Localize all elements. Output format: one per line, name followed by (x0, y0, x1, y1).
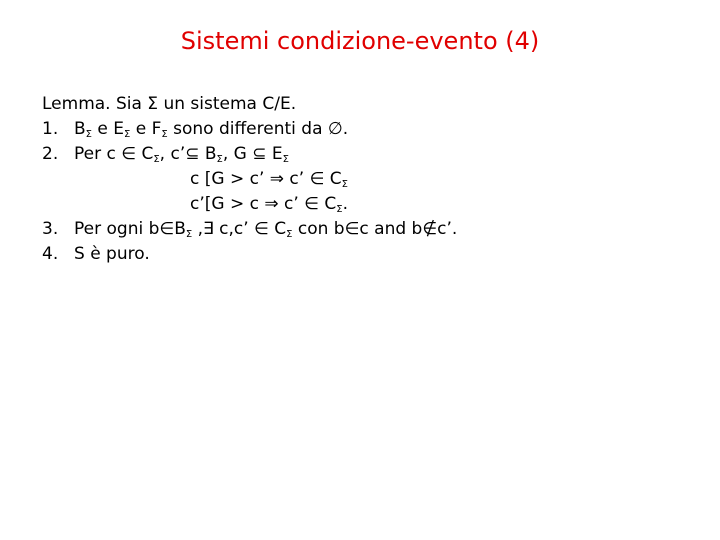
lemma-line: Lemma. Sia Σ un sistema C/E. (42, 94, 297, 114)
item-number: 3. (42, 219, 59, 239)
item-number: 1. (42, 119, 59, 139)
list-item (42, 142, 702, 167)
item-text: e F (130, 119, 162, 139)
subscript: Σ (85, 129, 92, 140)
subscript: Σ (161, 129, 168, 140)
item-text: B (74, 119, 86, 139)
item-text: . (342, 194, 348, 214)
subscript: Σ (282, 154, 289, 165)
list-item (42, 217, 702, 242)
item-text: , G ⊆ E (222, 144, 283, 164)
item-text: e E (92, 119, 125, 139)
item-number: 4. (42, 244, 59, 264)
subscript: Σ (336, 204, 343, 215)
subscript: Σ (341, 179, 348, 190)
item-text: Per ogni b∈B (74, 219, 186, 239)
list-item (42, 242, 702, 267)
list-item-continuation (42, 192, 702, 217)
item-number: 2. (42, 144, 59, 164)
subscript: Σ (216, 154, 223, 165)
subscript: Σ (185, 229, 193, 240)
item-text: Per c ∈ C (74, 144, 154, 164)
item-text: S è puro. (74, 244, 150, 264)
item-text: c [G > c’ ⇒ c’ ∈ C (190, 169, 342, 189)
subscript: Σ (124, 129, 131, 140)
subscript: Σ (286, 229, 293, 240)
slide-body (42, 92, 702, 267)
subscript: Σ (153, 154, 160, 165)
list-item (42, 117, 702, 142)
slide-title: Sistemi condizione-evento (4) (180, 27, 540, 55)
item-text: con b∈c and b∉c’. (292, 219, 458, 239)
item-text: , c’⊆ B (159, 144, 217, 164)
item-text: sono differenti da ∅. (167, 119, 349, 139)
list-item-continuation (42, 167, 702, 192)
item-text: c’[G > c ⇒ c’ ∈ C (190, 194, 337, 214)
item-text: ,∃ c,c’ ∈ C (192, 219, 287, 239)
